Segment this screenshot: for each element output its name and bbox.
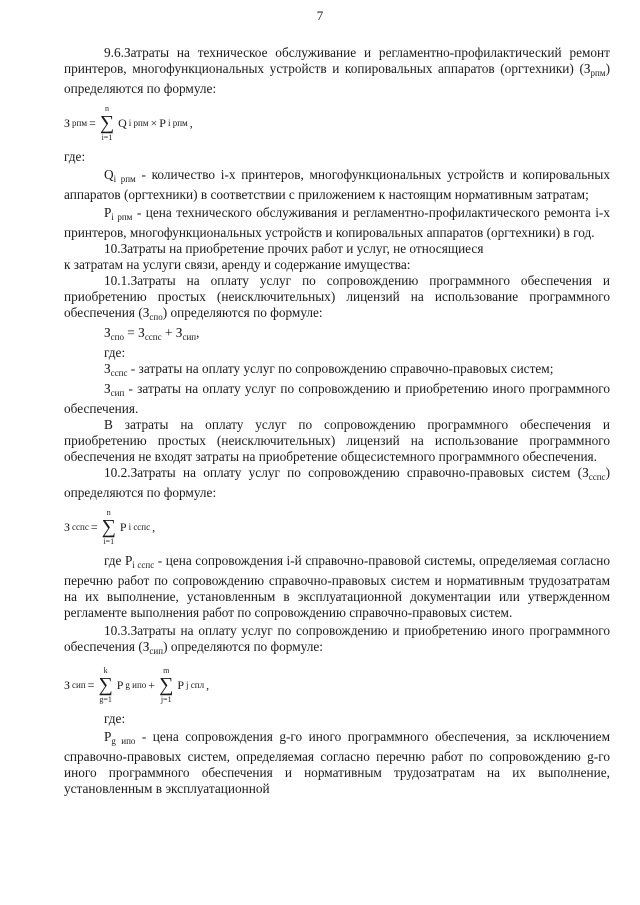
formula-symbol: Q bbox=[104, 167, 114, 182]
where-label: где: bbox=[64, 149, 86, 164]
subscript: спо bbox=[149, 312, 163, 322]
section-9-6-tail: ) определяются по формуле: bbox=[64, 61, 610, 96]
where-label: где: bbox=[104, 711, 126, 726]
plus-sign: + bbox=[161, 325, 176, 340]
definition-q bbox=[64, 167, 610, 203]
section-10-3-text: 10.3.Затраты на оплату услуг по сопровождению и приобретению иного программного обеспечения (З bbox=[64, 623, 610, 654]
definition-p bbox=[64, 205, 610, 241]
subscript: i рпм bbox=[113, 174, 136, 184]
equals-sign: = bbox=[89, 116, 96, 130]
sum-lower-limit: i=1 bbox=[103, 537, 115, 546]
sum-upper-limit: k bbox=[103, 666, 108, 675]
section-9-6-paragraph bbox=[64, 45, 610, 97]
section-9-6-text: 9.6.Затраты на техническое обслуживание и регламентно-профилактический ремонт принтеров, многофункциональных устройств и копировальных аппаратов (оргтехники) (З bbox=[64, 45, 610, 76]
section-10-line2: к затратам на услуги связи, аренду и содержание имущества: bbox=[64, 257, 411, 272]
section-10-line1: 10.Затраты на приобретение прочих работ и услуг, не относящиеся bbox=[104, 241, 484, 256]
definition-text: - количество i-х принтеров, многофункциональных устройств и копировальных аппаратов (оргтехники) в соответствии с приложением к настоящим нормативным затратам; bbox=[64, 167, 610, 202]
formula-symbol: З bbox=[64, 116, 71, 130]
section-10-1-tail: ) определяются по формуле: bbox=[162, 305, 323, 320]
subscript: сспс bbox=[144, 332, 162, 342]
subscript: сип bbox=[110, 388, 125, 398]
sum-operator bbox=[102, 508, 116, 546]
section-10-1-note: В затраты на оплату услуг по сопровождению программного обеспечения и приобретению простых (неисключительных) лицензий на использование программного обеспечения не входят затраты на приобретение общесистемного программного обеспечения. bbox=[64, 417, 610, 464]
formula-symbol: З bbox=[64, 520, 71, 534]
subscript: i сспс bbox=[132, 560, 155, 570]
subscript: сип bbox=[182, 332, 197, 342]
times-sign: × bbox=[150, 116, 158, 130]
section-10-2-text: 10.2.Затраты на оплату услуг по сопровождению справочно-правовых систем (З bbox=[104, 465, 589, 480]
formula-comma: , bbox=[189, 116, 193, 130]
subscript: спо bbox=[110, 332, 124, 342]
definition-sspc bbox=[64, 361, 610, 381]
formula-symbol: Q bbox=[118, 116, 127, 130]
subscript: сип bbox=[72, 680, 86, 690]
subscript: i рпм bbox=[167, 118, 188, 128]
formula-sspc bbox=[64, 507, 610, 547]
where-label: где bbox=[104, 553, 126, 568]
sigma-icon: ∑ bbox=[101, 516, 116, 538]
section-10-2-paragraph bbox=[64, 465, 610, 501]
sum-lower-limit: j=1 bbox=[160, 695, 172, 704]
formula-symbol: З bbox=[175, 325, 183, 340]
definition-sip bbox=[64, 381, 610, 417]
formula-symbol: P bbox=[125, 553, 133, 568]
sum-operator bbox=[98, 666, 112, 704]
formula-symbol: P bbox=[104, 729, 112, 744]
subscript: i рпм bbox=[111, 212, 133, 222]
subscript: рпм bbox=[590, 68, 606, 78]
document-body bbox=[64, 45, 610, 797]
formula-sip bbox=[64, 665, 610, 705]
sum-upper-limit: n bbox=[104, 104, 109, 113]
sum-upper-limit: n bbox=[106, 508, 111, 517]
definition-text: - цена сопровождения g-го иного программного обеспечения, за исключением справочно-правовых систем, определяемая согласно перечню работ по сопровождению g-го иного программного обеспечения и нормативным трудозатратам на их выполнение, установленным в эксплуатационной bbox=[64, 729, 611, 796]
sigma-icon: ∑ bbox=[99, 112, 115, 134]
formula-symbol: P bbox=[104, 205, 112, 220]
formula-comma: , bbox=[196, 325, 200, 340]
formula-symbol: P bbox=[119, 520, 127, 534]
section-10-3-tail: ) определяются по формуле: bbox=[163, 639, 323, 654]
subscript: сспс bbox=[72, 522, 89, 532]
equals-sign: = bbox=[87, 678, 95, 692]
subscript: g ипо bbox=[125, 680, 147, 690]
definition-p-ipo bbox=[64, 729, 610, 797]
formula-symbol: P bbox=[159, 116, 166, 130]
formula-symbol: З bbox=[104, 361, 111, 376]
subscript: сспс bbox=[110, 368, 128, 378]
subscript: i рпм bbox=[128, 118, 149, 128]
sum-operator bbox=[100, 104, 114, 142]
formula-symbol: P bbox=[116, 678, 124, 692]
sum-lower-limit: g=1 bbox=[99, 695, 112, 704]
subscript: сип bbox=[149, 646, 164, 656]
section-10-3-paragraph bbox=[64, 623, 610, 659]
formula-comma: , bbox=[152, 520, 156, 534]
plus-sign: + bbox=[148, 678, 156, 692]
section-10-1-text: 10.1.Затраты на оплату услуг по сопровождению программного обеспечения и приобретению простых (неисключительных) лицензий на использование программного обеспечения (З bbox=[64, 273, 610, 320]
definition-text: - цена сопровождения i-й справочно-правовой системы, определяемая согласно перечню работ по сопровождению справочно-правовых систем и нормативным трудозатратам на их выполнение, установленным в эксплуатационной документации или утвержденном регламенте выполнения работ по сопровождению справочно-правовых систем. bbox=[64, 553, 610, 620]
sum-lower-limit: i=1 bbox=[101, 133, 113, 142]
definition-text: - затраты на оплату услуг по сопровождению справочно-правовых систем; bbox=[127, 361, 554, 376]
formula-symbol: P bbox=[177, 678, 185, 692]
formula-rpm bbox=[64, 103, 610, 143]
section-10-1-paragraph bbox=[64, 273, 610, 325]
sigma-icon: ∑ bbox=[98, 674, 113, 696]
sigma-icon: ∑ bbox=[159, 674, 174, 696]
definition-text: - цена технического обслуживания и регламентно-профилактического ремонта i-х принтеров, многофункциональных устройств и копировальных аппаратов (оргтехники) в год. bbox=[64, 205, 610, 240]
equals-sign: = bbox=[123, 325, 139, 340]
sum-upper-limit: m bbox=[163, 666, 170, 675]
formula-symbol: З bbox=[104, 325, 111, 340]
subscript: i сспс bbox=[128, 522, 151, 532]
section-10-2-tail: ) определяются по формуле: bbox=[64, 465, 610, 500]
formula-symbol: З bbox=[64, 678, 71, 692]
definition-p-sspc bbox=[64, 553, 610, 621]
formula-symbol: З bbox=[138, 325, 145, 340]
subscript: j спл bbox=[186, 680, 205, 690]
formula-symbol: З bbox=[104, 381, 111, 396]
definition-text: - затраты на оплату услуг по сопровождению и приобретению иного программного обеспечения. bbox=[64, 381, 610, 416]
subscript: рпм bbox=[72, 118, 88, 128]
equals-sign: = bbox=[90, 520, 98, 534]
where-label: где: bbox=[104, 345, 126, 360]
sum-operator bbox=[159, 666, 173, 704]
subscript: g ипо bbox=[111, 736, 136, 746]
formula-comma: , bbox=[206, 678, 210, 692]
formula-spo bbox=[64, 325, 610, 345]
subscript: сспс bbox=[588, 472, 606, 482]
page-number: 7 bbox=[316, 8, 324, 23]
